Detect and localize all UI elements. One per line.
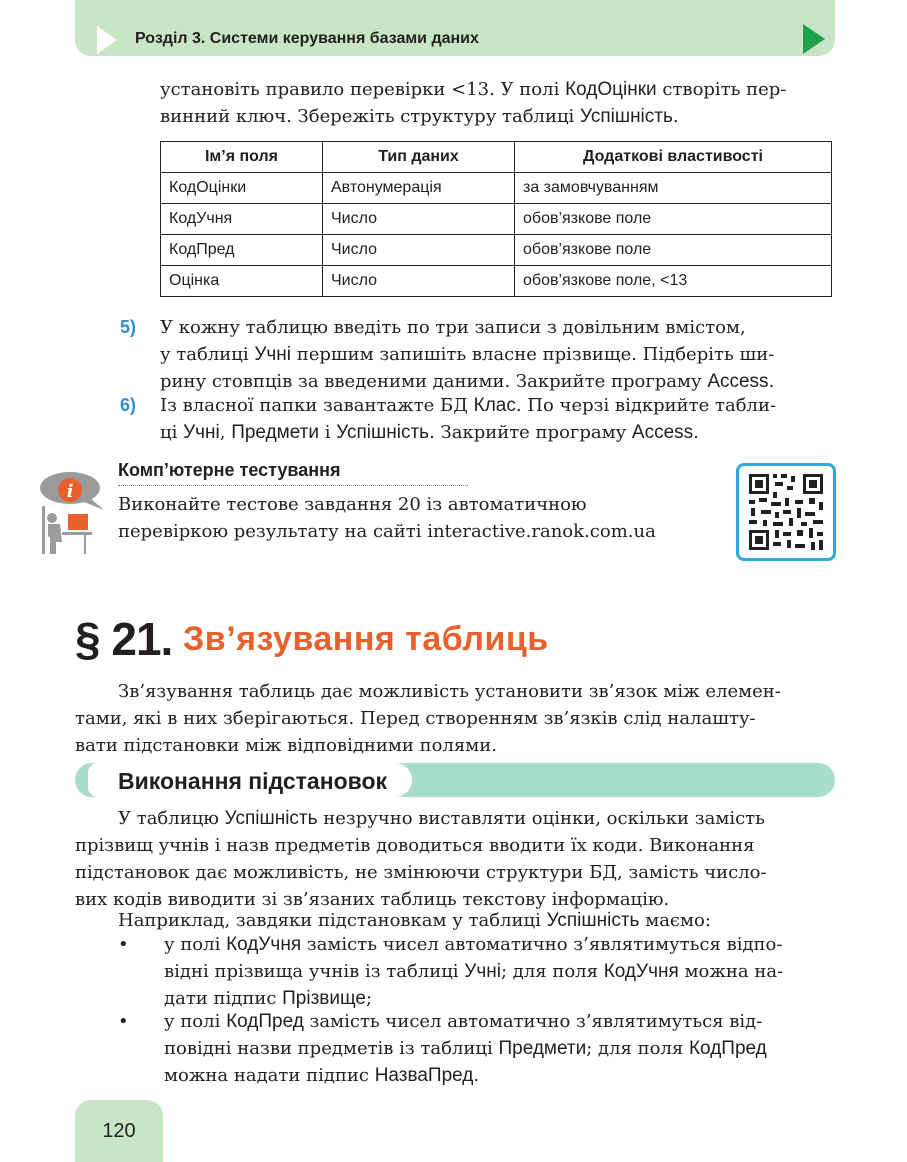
section-title: Зв’язування таблиць: [183, 620, 549, 658]
chapter-header: [75, 0, 835, 56]
page-number-tab: [75, 1100, 163, 1162]
table-row: [161, 173, 832, 204]
sub-para-line-4: вих кодів виводити зі зв’язаних таблиць текстову інформацію.: [75, 889, 670, 910]
bullet-2-line-2: повідні назви предметів із таблиці Предмети; для поля КодПред: [164, 1038, 767, 1059]
table-cell: за замовчуванням: [515, 173, 832, 204]
step-number: 5): [120, 317, 137, 337]
testing-line-1: Виконайте тестове завдання 20 із автоматичною: [118, 494, 587, 515]
qr-code[interactable]: [736, 463, 836, 561]
header-properties: Додаткові властивості: [515, 142, 832, 173]
next-arrow-icon[interactable]: [803, 24, 825, 54]
bullet-icon: •: [118, 1011, 129, 1032]
bullet-1-line-1: у полі КодУчня замість чисел автоматично з’являтимуться відпо-: [164, 934, 783, 955]
table-row: [161, 204, 832, 235]
sub-para-line-3: підстановок дає можливість, не змінюючи структури БД, замість число-: [75, 862, 767, 883]
intro-line-1: установіть правило перевірки <13. У полі КодОцінки створіть пер-: [160, 79, 787, 100]
step-5-line-1: У кожну таблицю введіть по три записи з довільним вмістом,: [160, 317, 746, 338]
header-data-type: Тип даних: [323, 142, 515, 173]
sub-para-2: Наприклад, завдяки підстановкам у таблиці Успішність маємо:: [118, 910, 711, 931]
sub-para-line-2: прізвищ учнів і назв предметів доводиться вводити їх коди. Виконання: [75, 835, 755, 856]
chapter-title: Розділ 3. Системи керування базами даних: [135, 30, 479, 47]
table-header-row: [161, 142, 832, 173]
testing-title: Комп’ютерне тестування: [118, 460, 341, 480]
bullet-2-line-1: у полі КодПред замість чисел автоматично з’являтимуться від-: [164, 1011, 763, 1032]
bullet-1-line-3: дати підпис Прізвище;: [164, 988, 373, 1009]
table-cell: обов’язкове поле: [515, 204, 832, 235]
svg-text:i: i: [66, 481, 74, 502]
page-number: 120: [102, 1120, 136, 1142]
bullet-icon: •: [118, 934, 129, 955]
table-row: [161, 266, 832, 297]
table-cell: Автонумерація: [323, 173, 515, 204]
table-cell: Число: [323, 235, 515, 266]
play-triangle-icon: [97, 26, 117, 54]
table-cell: КодОцінки: [161, 173, 323, 204]
table-cell: Число: [323, 204, 515, 235]
subsection-title: Виконання підстановок: [118, 768, 388, 794]
table-cell: обов’язкове поле, <13: [515, 266, 832, 297]
step-5-line-3: рину стовпців за введеними даними. Закрийте програму Access.: [160, 371, 775, 392]
section-number: § 21.: [75, 613, 173, 665]
step-5-line-2: у таблиці Учні першим запишіть власне прізвище. Підберіть ши-: [160, 344, 775, 365]
computer-user-icon: [38, 466, 108, 556]
bullet-2-line-3: можна надати підпис НазваПред.: [164, 1065, 480, 1086]
table-cell: обов’язкове поле: [515, 235, 832, 266]
sub-para-line-1: У таблицю Успішність незручно виставляти оцінки, оскільки замість: [118, 808, 765, 829]
header-field-name: Ім’я поля: [161, 142, 323, 173]
divider: [118, 485, 468, 486]
table-cell: Число: [323, 266, 515, 297]
intro-line-2: винний ключ. Збережіть структуру таблиці Успішність.: [160, 106, 679, 127]
section-intro-line-1: Зв’язування таблиць дає можливість установити зв’язок між елемен-: [118, 681, 781, 702]
table-row: [161, 235, 832, 266]
section-intro-line-2: тами, які в них зберігаються. Перед створенням зв’язків слід налашту-: [75, 708, 756, 729]
step-6-line-2: ці Учні, Предмети і Успішність. Закрийте програму Access.: [160, 422, 699, 443]
bullet-1-line-2: відні прізвища учнів із таблиці Учні; для поля КодУчня можна на-: [164, 961, 784, 982]
fields-table: [160, 141, 832, 297]
step-number: 6): [120, 395, 137, 415]
testing-line-2: перевіркою результату на сайті interactive.ranok.com.ua: [118, 521, 656, 542]
table-cell: Оцінка: [161, 266, 323, 297]
table-cell: КодПред: [161, 235, 323, 266]
step-6-line-1: Із власної папки завантажте БД Клас. По черзі відкрийте табли-: [160, 395, 777, 416]
section-intro-line-3: вати підстановки між відповідними полями.: [75, 735, 497, 756]
table-cell: КодУчня: [161, 204, 323, 235]
